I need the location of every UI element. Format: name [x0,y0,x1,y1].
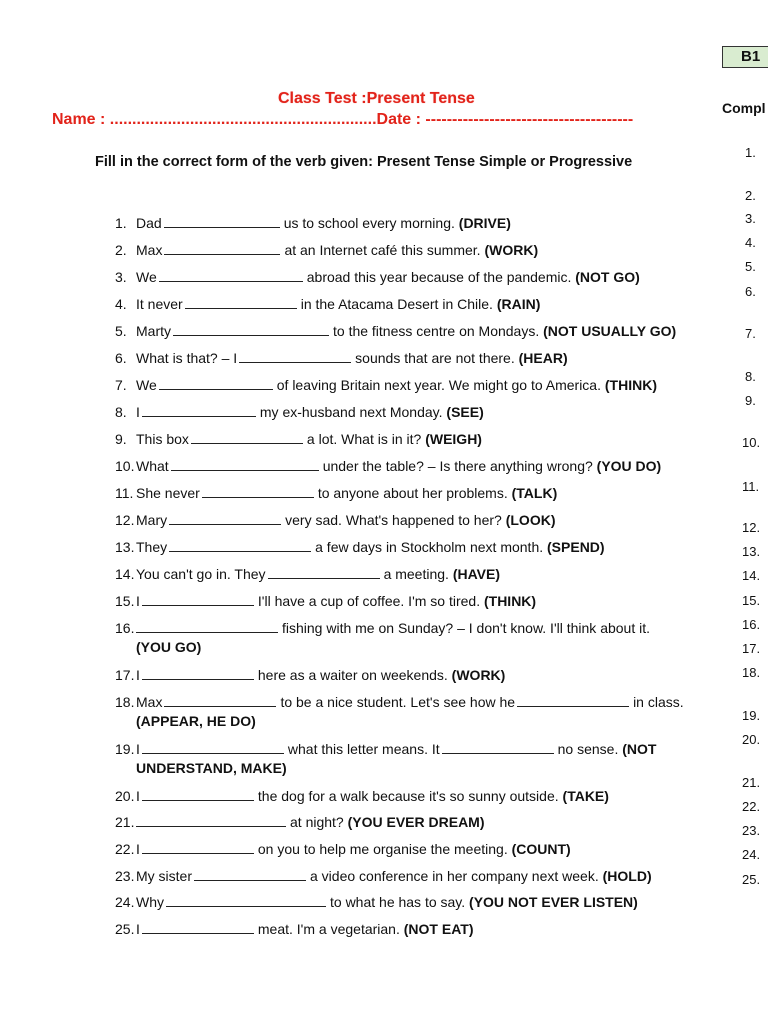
level-badge: B1 [722,46,768,68]
question-20: 20. I the dog for a walk because it's so sunny outside. (TAKE) [115,788,609,804]
question-10: 10. What under the table? – Is there anything wrong? (YOU DO) [115,458,662,474]
answer-blank[interactable] [142,667,254,680]
answer-blank[interactable] [185,296,297,309]
adjacent-number: 24. [742,847,761,862]
adjacent-number: 10. [742,435,761,450]
answer-blank[interactable] [164,215,280,228]
question-16: 16. fishing with me on Sunday? – I don't know. I'll think about it. (YOU GO) [115,620,651,655]
adjacent-number: 3. [745,211,756,226]
answer-blank[interactable] [239,350,351,363]
adjacent-number: 4. [745,235,756,250]
answer-blank[interactable] [517,694,629,707]
question-24: 24. Why to what he has to say. (YOU NOT EVER LISTEN) [115,894,638,910]
answer-blank[interactable] [136,814,286,827]
adjacent-number: 1. [745,145,756,160]
adjacent-number: 17. [742,641,761,656]
question-3: 3. We abroad this year because of the pandemic. (NOT GO) [115,269,640,285]
question-22: 22. I on you to help me organise the meeting. (COUNT) [115,841,571,857]
answer-blank[interactable] [142,921,254,934]
adjacent-number: 23. [742,823,761,838]
adjacent-number: 14. [742,568,761,583]
question-19: 19. I what this letter means. It no sense. (NOT UNDERSTAND, MAKE) [115,741,657,776]
question-5: 5. Marty to the fitness centre on Mondays. (NOT USUALLY GO) [115,323,677,339]
answer-blank[interactable] [173,323,329,336]
answer-blank[interactable] [202,485,314,498]
adjacent-number: 8. [745,369,756,384]
adjacent-number: 12. [742,520,761,535]
adjacent-number: 7. [745,326,756,341]
question-8: 8. I my ex-husband next Monday. (SEE) [115,404,484,420]
name-date-line: Name : ............................................................Date : --------------------------------------- [52,111,634,128]
question-4: 4. It never in the Atacama Desert in Chile. (RAIN) [115,296,541,312]
answer-blank[interactable] [169,512,281,525]
answer-blank[interactable] [164,242,280,255]
question-11: 11. She never to anyone about her problems. (TALK) [115,485,558,501]
instructions: Fill in the correct form of the verb given: Present Tense Simple or Progressive [95,154,633,170]
adjacent-number: 16. [742,617,761,632]
question-18: 18. Max to be a nice student. Let's see how he in class. (APPEAR, HE DO) [115,694,684,729]
adjacent-number: 11. [742,479,760,494]
adjacent-number: 21. [742,775,761,790]
question-7: 7. We of leaving Britain next year. We might go to America. (THINK) [115,377,657,393]
adjacent-number: 25. [742,872,761,887]
answer-blank[interactable] [171,458,319,471]
adjacent-number: 22. [742,799,761,814]
answer-blank[interactable] [142,593,254,606]
adjacent-number: 18. [742,665,761,680]
question-12: 12. Mary very sad. What's happened to her? (LOOK) [115,512,556,528]
answer-blank[interactable] [142,788,254,801]
question-2: 2. Max at an Internet café this summer. (WORK) [115,242,539,258]
answer-blank[interactable] [169,539,311,552]
question-13: 13. They a few days in Stockholm next month. (SPEND) [115,539,605,555]
answer-blank[interactable] [136,620,278,633]
question-14: 14. You can't go in. They a meeting. (HAVE) [115,566,501,582]
answer-blank[interactable] [159,377,273,390]
answer-blank[interactable] [194,868,306,881]
adjacent-number: 2. [745,188,756,203]
adjacent-number: 5. [745,259,756,274]
adjacent-page-heading: Compl [722,100,766,116]
question-6: 6. What is that? – I sounds that are not there. (HEAR) [115,350,568,366]
answer-blank[interactable] [191,431,303,444]
question-23: 23. My sister a video conference in her company next week. (HOLD) [115,868,652,884]
answer-blank[interactable] [166,894,326,907]
adjacent-page-column [720,0,768,1024]
question-9: 9. This box a lot. What is in it? (WEIGH) [115,431,482,447]
adjacent-number: 15. [742,593,761,608]
adjacent-number: 13. [742,544,761,559]
adjacent-number: 6. [745,284,756,299]
answer-blank[interactable] [142,404,256,417]
question-15: 15. I I'll have a cup of coffee. I'm so tired. (THINK) [115,593,537,609]
answer-blank[interactable] [268,566,380,579]
adjacent-number: 19. [742,708,761,723]
answer-blank[interactable] [442,741,554,754]
answer-blank[interactable] [142,741,284,754]
question-21: 21. at night? (YOU EVER DREAM) [115,814,485,830]
answer-blank[interactable] [142,841,254,854]
adjacent-number: 20. [742,732,761,747]
question-1: 1. Dad us to school every morning. (DRIVE) [115,215,511,231]
question-25: 25. I meat. I'm a vegetarian. (NOT EAT) [115,921,474,937]
answer-blank[interactable] [159,269,303,282]
answer-blank[interactable] [164,694,276,707]
question-17: 17. I here as a waiter on weekends. (WORK) [115,667,506,683]
adjacent-number: 9. [745,393,756,408]
